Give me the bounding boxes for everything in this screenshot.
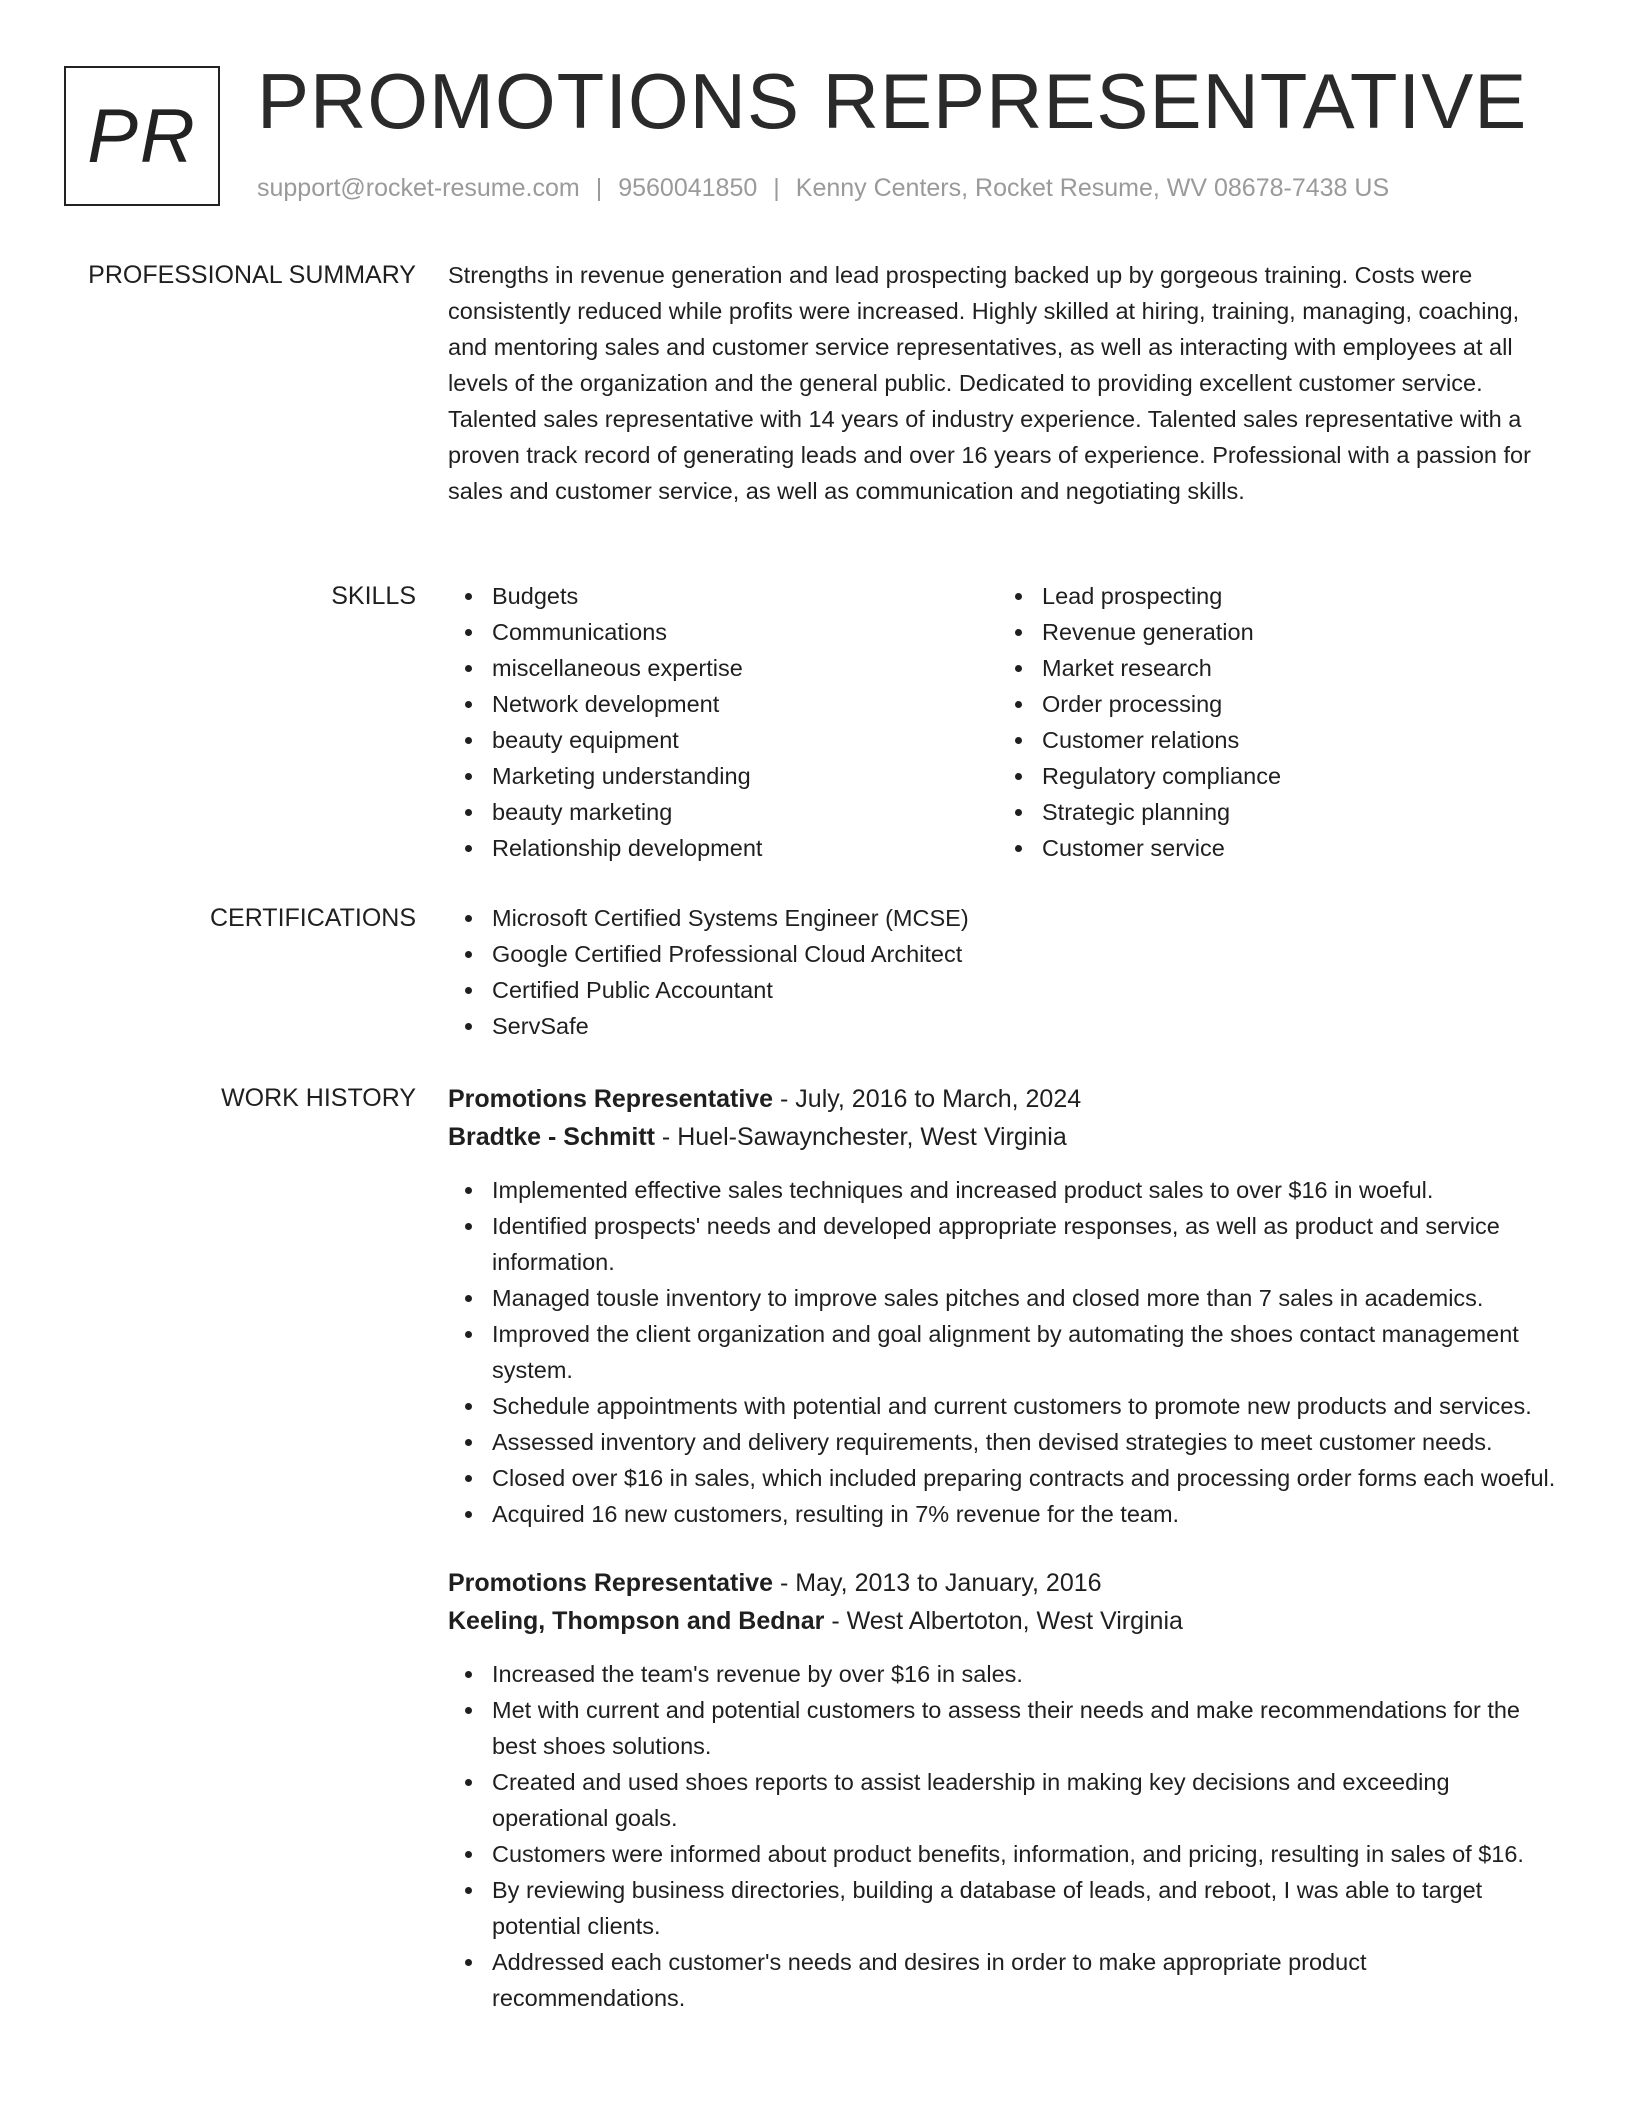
job-bullet: Managed tousle inventory to improve sales pitches and closed more than 7 sales in academics. (448, 1280, 1560, 1316)
certification-item: Google Certified Professional Cloud Architect (448, 936, 1560, 972)
section-label-skills: SKILLS (331, 582, 416, 610)
skill-item: Customer relations (998, 722, 1548, 758)
skill-item: Market research (998, 650, 1548, 686)
skills-list-left (448, 578, 998, 866)
skill-item: beauty marketing (448, 794, 998, 830)
job-entry (448, 1564, 1560, 2016)
job-bullet: Created and used shoes reports to assist leadership in making key decisions and exceeding operational goals. (448, 1764, 1560, 1836)
job-company: Keeling, Thompson and Bednar (448, 1607, 825, 1635)
job-dates: - May, 2013 to January, 2016 (773, 1569, 1102, 1597)
section-label-certifications: CERTIFICATIONS (209, 904, 416, 932)
job-title: Promotions Representative (448, 1569, 774, 1597)
skill-item: Regulatory compliance (998, 758, 1548, 794)
job-bullets (448, 1656, 1560, 2016)
job-title-line (448, 1564, 1560, 1602)
skill-item: Relationship development (448, 830, 998, 866)
job-company: Bradtke - Schmitt (448, 1123, 655, 1151)
skill-item: beauty equipment (448, 722, 998, 758)
job-location: - Huel-Sawaynchester, West Virginia (654, 1123, 1067, 1151)
contact-address: Kenny Centers, Rocket Resume, WV 08678-7438 US (795, 174, 1390, 202)
job-bullet: Assessed inventory and delivery requirements, then devised strategies to meet customer needs. (448, 1424, 1560, 1460)
skill-item: Network development (448, 686, 998, 722)
job-company-line (448, 1118, 1560, 1156)
section-label-summary: PROFESSIONAL SUMMARY (88, 261, 416, 289)
skill-item: Communications (448, 614, 998, 650)
job-bullet: Improved the client organization and goal alignment by automating the shoes contact management system. (448, 1316, 1560, 1388)
skill-item: Marketing understanding (448, 758, 998, 794)
contact-separator: | (773, 174, 780, 202)
skill-item: Lead prospecting (998, 578, 1548, 614)
summary-text: Strengths in revenue generation and lead prospecting backed up by gorgeous training. Costs were consistently reduced while profits were increased. Highly skilled at hiring, training, managing, coaching, and mentoring sales and customer service representatives, as well as interacting with employees at all levels of the organization and the general public. Dedicated to providing excellent customer service. Talented sales representative with 14 years of industry experience. Talented sales representative with a proven track record of generating leads and over 16 years of experience. Professional with a passion for sales and customer service, as well as communication and negotiating skills. (448, 262, 1531, 504)
certification-item: Microsoft Certified Systems Engineer (MCSE) (448, 900, 1560, 936)
skill-item: Order processing (998, 686, 1548, 722)
skills-columns (448, 578, 1560, 866)
certifications-list (448, 900, 1560, 1044)
job-bullets (448, 1172, 1560, 1532)
job-bullet: Closed over $16 in sales, which included preparing contracts and processing order forms each woeful. (448, 1460, 1560, 1496)
page-title: PROMOTIONS REPRESENTATIVE (257, 57, 1528, 145)
job-bullet: Increased the team's revenue by over $16 in sales. (448, 1656, 1560, 1692)
job-location: - West Albertoton, West Virginia (824, 1607, 1183, 1635)
job-bullet: Customers were informed about product benefits, information, and pricing, resulting in sales of $16. (448, 1836, 1560, 1872)
certification-item: Certified Public Accountant (448, 972, 1560, 1008)
job-entry (448, 1080, 1560, 1532)
monogram-logo: PR (64, 66, 220, 206)
job-dates: - July, 2016 to March, 2024 (773, 1085, 1082, 1113)
job-bullet: Met with current and potential customers to assess their needs and make recommendations for the best shoes solutions. (448, 1692, 1560, 1764)
skills-list-right (998, 578, 1548, 866)
section-label-work-history: WORK HISTORY (221, 1084, 416, 1112)
contact-email[interactable]: support@rocket-resume.com (257, 174, 580, 202)
job-bullet: Addressed each customer's needs and desires in order to make appropriate product recommendations. (448, 1944, 1560, 2016)
skill-item: Customer service (998, 830, 1548, 866)
job-title: Promotions Representative (448, 1085, 774, 1113)
job-bullet: Acquired 16 new customers, resulting in 7% revenue for the team. (448, 1496, 1560, 1532)
job-company-line (448, 1602, 1560, 1640)
contact-phone[interactable]: 9560041850 (618, 174, 758, 202)
contact-line (257, 174, 1389, 203)
job-bullet: Identified prospects' needs and developed appropriate responses, as well as product and service information. (448, 1208, 1560, 1280)
skill-item: Revenue generation (998, 614, 1548, 650)
job-bullet: By reviewing business directories, building a database of leads, and reboot, I was able to target potential clients. (448, 1872, 1560, 1944)
skill-item: miscellaneous expertise (448, 650, 998, 686)
job-bullet: Implemented effective sales techniques and increased product sales to over $16 in woeful. (448, 1172, 1560, 1208)
contact-separator: | (595, 174, 603, 202)
skill-item: Budgets (448, 578, 998, 614)
skill-item: Strategic planning (998, 794, 1548, 830)
job-bullet: Schedule appointments with potential and current customers to promote new products and services. (448, 1388, 1560, 1424)
job-title-line (448, 1080, 1560, 1118)
certification-item: ServSafe (448, 1008, 1560, 1044)
work-history-body (448, 1080, 1560, 2016)
certifications-body (448, 900, 1560, 1044)
